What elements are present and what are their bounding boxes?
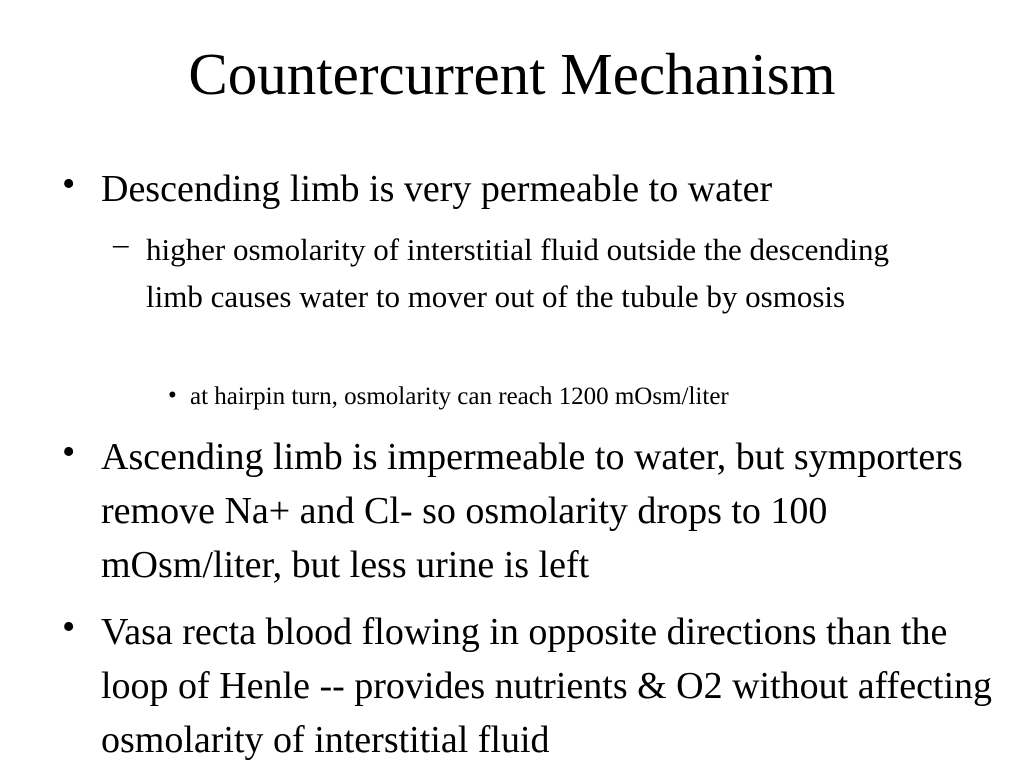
sub-bullet-text: higher osmolarity of interstitial fluid outside the descending limb causes water to mover out of the tubule by osmosis [146, 232, 889, 314]
bullet-marker: • [62, 163, 76, 205]
slide-title: Countercurrent Mechanism [188, 41, 836, 107]
sub-bullet-marker: – [113, 226, 129, 261]
sub-sub-bullet-marker: • [168, 382, 177, 409]
bullet-text: Ascending limb is impermeable to water, but symporters remove Na+ and Cl- so osmolarity drops to 100 mOsm/liter, but less urine is left [101, 436, 963, 586]
bullet-marker: • [62, 431, 76, 473]
sub-sub-bullet-text: at hairpin turn, osmolarity can reach 1200 mOsm/liter [190, 383, 729, 410]
bullet-text: Vasa recta blood flowing in opposite directions than the loop of Henle -- provides nutrients & O2 without affecting osmolarity of interstitial fluid [101, 611, 993, 761]
bullet-text: Descending limb is very permeable to water [101, 168, 773, 210]
bullet-marker: • [62, 606, 76, 648]
